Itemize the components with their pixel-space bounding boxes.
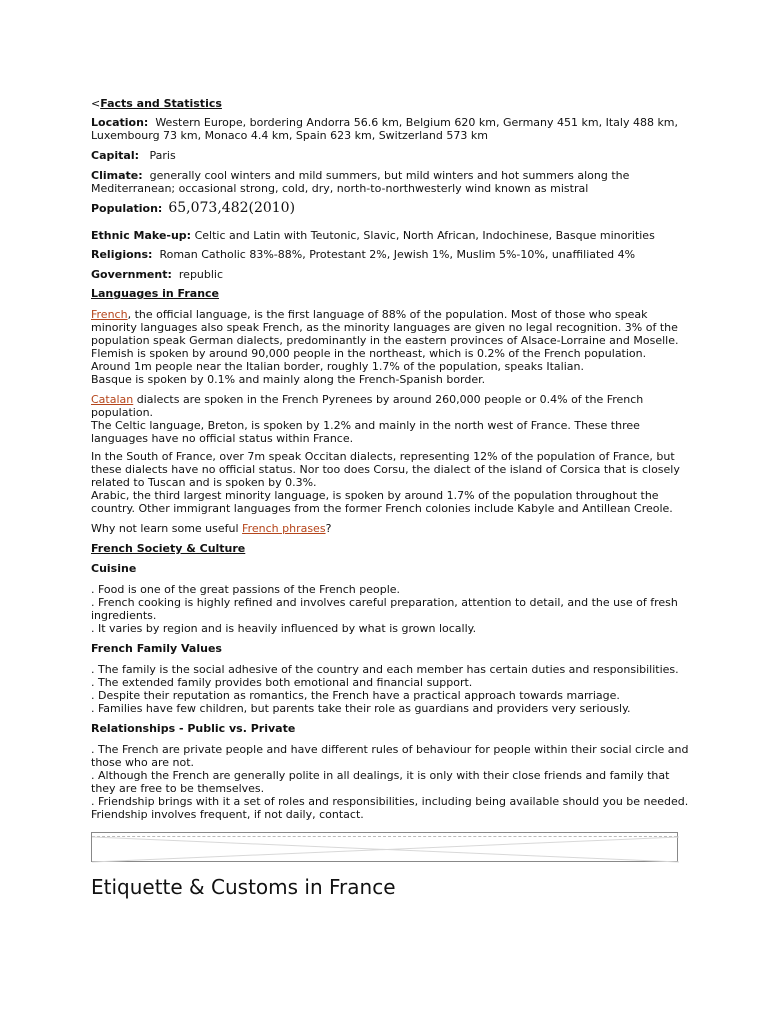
relationships-item: . Although the French are generally polite in all dealings, it is only with their close friends and family that they are free to be themselves. <box>91 769 670 795</box>
population-row <box>91 202 691 215</box>
flemish-text: Flemish is spoken by around 90,000 people in the northeast, which is 0.2% of the French population. <box>91 347 647 360</box>
breton-text: The Celtic language, Breton, is spoken by 1.2% and mainly in the north west of France. These three languages have no official status within France. <box>91 419 640 445</box>
ethnic-value: Celtic and Latin with Teutonic, Slavic, North African, Indochinese, Basque minorities <box>194 229 655 242</box>
climate-row <box>91 169 691 195</box>
location-value: Western Europe, bordering Andorra 56.6 km, Belgium 620 km, Germany 451 km, Italy 488 km, Luxembourg 73 km, Monaco 4.4 km, Spain 623 km, Switzerland 573 km <box>91 116 679 142</box>
relationships-heading: Relationships - Public vs. Private <box>91 722 296 735</box>
catalan-link[interactable]: Catalan <box>91 393 134 406</box>
relationships-list <box>91 743 691 821</box>
basque-text: Basque is spoken by 0.1% and mainly along the French-Spanish border. <box>91 373 486 386</box>
government-row <box>91 268 691 281</box>
family-list <box>91 663 691 715</box>
languages-heading: Languages in France <box>91 287 220 300</box>
ethnic-row <box>91 229 691 242</box>
phrases-line <box>91 522 691 535</box>
facts-heading-text: Facts and Statistics <box>100 97 222 110</box>
family-item: . Families have few children, but parents take their role as guardians and providers very seriously. <box>91 702 631 715</box>
family-item: . Despite their reputation as romantics, the French have a practical approach towards marriage. <box>91 689 620 702</box>
broken-image-placeholder <box>91 832 678 862</box>
government-value: republic <box>178 268 224 281</box>
cuisine-item: . Food is one of the great passions of the French people. <box>91 583 401 596</box>
catalan-paragraph <box>91 393 691 445</box>
broken-image-icon <box>92 833 679 863</box>
religions-row <box>91 248 691 261</box>
catalan-text: dialects are spoken in the French Pyrenees by around 260,000 people or 0.4% of the French population. <box>91 393 644 419</box>
relationships-item: . The French are private people and have different rules of behaviour for people within their social circle and those who are not. <box>91 743 689 769</box>
relationships-item: Friendship involves frequent, if not daily, contact. <box>91 808 364 821</box>
religions-value: Roman Catholic 83%-88%, Protestant 2%, Jewish 1%, Muslim 5%-10%, unaffiliated 4% <box>159 248 636 261</box>
phrases-pre: Why not learn some useful <box>91 522 243 535</box>
french-link[interactable]: French <box>91 308 128 321</box>
document-body <box>91 97 691 821</box>
french-paragraph <box>91 308 691 386</box>
climate-label: Climate: <box>91 169 143 182</box>
religions-label: Religions: <box>91 248 153 261</box>
location-row <box>91 116 691 142</box>
family-heading: French Family Values <box>91 642 222 655</box>
relationships-item: . Friendship brings with it a set of roles and responsibilities, including being available should you be needed. <box>91 795 689 808</box>
capital-row <box>91 149 691 162</box>
location-label: Location: <box>91 116 149 129</box>
ethnic-label: Ethnic Make-up: <box>91 229 192 242</box>
french-phrases-link[interactable]: French phrases <box>242 522 326 535</box>
back-marker: < <box>91 97 101 110</box>
society-heading: French Society & Culture <box>91 542 246 555</box>
italian-text: Around 1m people near the Italian border, roughly 1.7% of the population, speaks Italian. <box>91 360 584 373</box>
cuisine-item: . It varies by region and is heavily influenced by what is grown locally. <box>91 622 477 635</box>
population-label: Population: <box>91 202 163 215</box>
french-paragraph-text: , the official language, is the first language of 88% of the population. Most of those who speak minority languages also speak French, as the minority languages are given no legal recognition. 3% of the population speak German dialects, predominantly in the eastern provinces of Alsace-Lorraine and Moselle. <box>91 308 679 347</box>
population-value: 65,073,482(2010) <box>168 200 296 216</box>
facts-heading <box>91 97 691 110</box>
etiquette-title: Etiquette & Customs in France <box>91 875 396 899</box>
occitan-text: In the South of France, over 7m speak Occitan dialects, representing 12% of the population of France, but these dialects have no official status. Nor too does Corsu, the dialect of the island of Corsica that is closely related to Tuscan and is spoken by 0.3%. <box>91 450 680 489</box>
capital-label: Capital: <box>91 149 139 162</box>
capital-value: Paris <box>149 149 176 162</box>
climate-value: generally cool winters and mild summers, but mild winters and hot summers along the Mediterranean; occasional strong, cold, dry, north-to-northwesterly wind known as mistral <box>91 169 630 195</box>
arabic-text: Arabic, the third largest minority language, is spoken by around 1.7% of the population throughout the country. Other immigrant languages from the former French colonies include Kabyle and Antillean Creole. <box>91 489 673 515</box>
cuisine-item: . French cooking is highly refined and involves careful preparation, attention to detail, and the use of fresh ingredients. <box>91 596 678 622</box>
family-item: . The family is the social adhesive of the country and each member has certain duties and responsibilities. <box>91 663 679 676</box>
family-item: . The extended family provides both emotional and financial support. <box>91 676 473 689</box>
cuisine-list <box>91 583 691 635</box>
cuisine-heading: Cuisine <box>91 562 137 575</box>
government-label: Government: <box>91 268 172 281</box>
phrases-post: ? <box>325 522 332 535</box>
occitan-paragraph <box>91 450 691 515</box>
